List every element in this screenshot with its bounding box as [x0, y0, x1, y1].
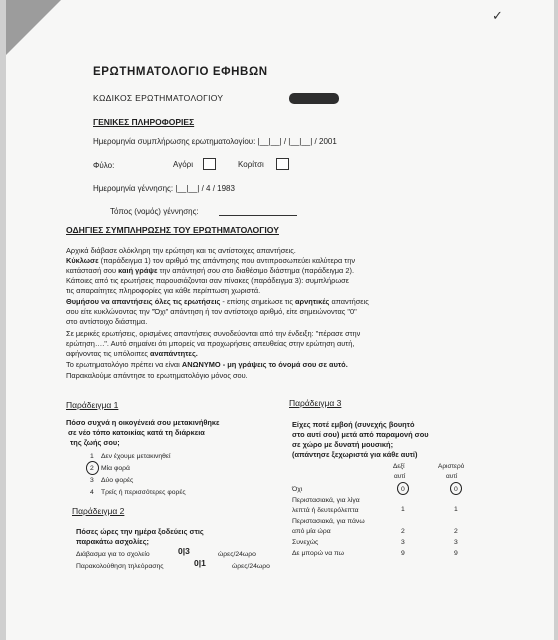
example-1-option: Δύο φορές [101, 477, 134, 484]
example-1-option: Μία φορά [101, 465, 130, 472]
right-ear-option[interactable]: 2 [401, 528, 405, 535]
anonymous-notice: ΑΝΩΝΥΜΟ - μη γράψεις το όνομά σου σε αυτό. [181, 360, 348, 369]
instructions-text: - επίσης σημείωσε τις [220, 297, 295, 306]
questionnaire-page [6, 0, 554, 640]
example-3-question-line-2: στο αυτί σου) μετά από παραμονή σου [292, 430, 429, 439]
instructions-line-7: σου είτε κυκλώνοντας την "Όχι" απάντηση ή τον αντίστοιχο αριθμό, είτε σημειώνοντας "0" [66, 307, 357, 316]
left-ear-option[interactable]: 2 [454, 528, 458, 535]
instructions-line-13: Παρακαλούμε απάντησε το ερωτηματολόγιο μόνος σου. [66, 371, 248, 380]
birth-place-input-line[interactable] [219, 215, 297, 216]
right-ear-option[interactable]: 1 [401, 506, 405, 513]
circled-answer-mark [450, 482, 462, 495]
example-3-heading: Παράδειγμα 3 [289, 398, 342, 408]
example-3-row-label: Όχι [292, 486, 303, 493]
instructions-line-9: Σε μερικές ερωτήσεις, ορισμένες απαντήσεις συνοδεύονται από την ένδειξη: "πέρασε στην [66, 329, 361, 338]
instructions-text: απαντήσεις [329, 297, 369, 306]
example-3-row-label: Περιστασιακά, για πάνω [292, 518, 365, 525]
example-2-row-unit: ώρες/24ωρο [218, 551, 256, 558]
example-2-row-value[interactable]: 0|1 [194, 558, 206, 568]
instructions-line-1: Αρχικά διάβασε ολόκληρη την ερώτηση και τις αντίστοιχες απαντήσεις. [66, 246, 296, 255]
example-1-option-number[interactable]: 3 [90, 477, 94, 484]
circled-answer-mark [86, 461, 99, 475]
right-ear-option[interactable]: 3 [401, 539, 405, 546]
instructions-text: αφήνοντας τις υπόλοιπες [66, 349, 151, 358]
example-2-question-line-2: παρακάτω ασχολίες; [76, 537, 149, 546]
instructions-text: την απάντησή σου στο διαθέσιμο διάστημα (παράδειγμα 2). [157, 266, 355, 275]
girl-checkbox[interactable] [276, 158, 289, 170]
example-3-row-label: Συνεχώς [292, 539, 319, 546]
instructions-text: Το ερωτηματολόγιο πρέπει να είναι [66, 360, 182, 369]
example-3-question-line-3: σε χώρο με δυνατή μουσική; [292, 440, 394, 449]
remember-phrase: Θυμήσου να απαντήσεις όλες τις ερωτήσεις [66, 297, 221, 306]
example-1-option: Δεν έχουμε μετακινηθεί [101, 453, 171, 460]
general-info-heading: ΓΕΝΙΚΕΣ ΠΛΗΡΟΦΟΡΙΕΣ [93, 117, 195, 127]
example-2-row-label: Διάβασμα για το σχολείο [76, 551, 150, 558]
boy-checkbox[interactable] [203, 158, 216, 170]
instructions-line-8: στο αντίστοιχο διάστημα. [66, 317, 148, 326]
example-1-question-line-2: σε νέο τόπο κατοικίας κατά τη διάρκεια [68, 428, 205, 437]
circle-word: Κύκλωσε [66, 256, 99, 265]
example-1-option-number[interactable]: 1 [90, 453, 94, 460]
sex-label: Φύλο: [93, 161, 115, 170]
instructions-text: κατάστασή σου [66, 266, 119, 275]
instructions-line-6 [66, 297, 369, 306]
instructions-line-10: ερώτηση….". Αυτό σημαίνει ότι μπορείς να προχωρήσεις απευθείας στην ερώτηση αυτή, [66, 339, 355, 348]
girl-label: Κορίτσι [238, 160, 264, 169]
left-ear-option[interactable]: 1 [454, 506, 458, 513]
right-ear-header-line-2: αυτί [394, 473, 406, 480]
left-ear-option[interactable]: 0 [454, 486, 458, 493]
check-mark: ✓ [492, 8, 503, 23]
circled-answer-mark [397, 482, 409, 495]
instructions-heading: ΟΔΗΓΙΕΣ ΣΥΜΠΛΗΡΩΣΗΣ ΤΟΥ ΕΡΩΤΗΜΑΤΟΛΟΓΙΟΥ [66, 225, 279, 235]
instructions-line-12 [66, 360, 348, 369]
right-ear-option[interactable]: 9 [401, 550, 405, 557]
boy-label: Αγόρι [173, 160, 193, 169]
example-3-question-line-4: (απάντησε ξεχωριστά για κάθε αυτί) [292, 450, 418, 459]
instructions-line-2 [66, 256, 355, 265]
left-ear-header-line-1: Αριστερό [438, 463, 465, 470]
redacted-code [289, 93, 339, 104]
instructions-text: (παράδειγμα 1) τον αριθμό της απάντησης που αντιπροσωπεύει καλύτερα την [98, 256, 356, 265]
example-1-option: Τρείς ή περισσότερες φορές [101, 489, 186, 496]
instructions-line-4: Κάποιες από τις ερωτήσεις παρουσιάζονται σαν πίνακες (παράδειγμα 3): συμπλήρωσε [66, 276, 349, 285]
example-1-question-line-1: Πόσο συχνά η οικογένειά σου μετακινήθηκε [66, 418, 220, 427]
questionnaire-title: ΕΡΩΤΗΜΑΤΟΛΟΓΙΟ ΕΦΗΒΩΝ [93, 66, 268, 78]
unanswered-word: αναπάντητες. [150, 349, 198, 358]
write-word: καιή γράψε [118, 266, 158, 275]
example-2-heading: Παράδειγμα 2 [72, 506, 125, 516]
instructions-line-5: τις απαραίτητες πληροφορίες για κάθε περίπτωση χωριστά. [66, 286, 261, 295]
example-2-row-unit: ώρες/24ωρο [232, 563, 270, 570]
folded-corner [6, 0, 61, 55]
example-1-option-number[interactable]: 4 [90, 489, 94, 496]
example-3-question-line-1: Είχες ποτέ εμβοή (συνεχής βουητό [292, 420, 415, 429]
negative-word: αρνητικές [295, 297, 330, 306]
birth-date-field[interactable]: Ημερομηνία γέννησης: |__|__| / 4 / 1983 [93, 184, 235, 193]
instructions-line-3 [66, 266, 354, 275]
example-1-option-number[interactable]: 2 [90, 465, 94, 472]
instructions-line-11 [66, 349, 198, 358]
example-1-heading: Παράδειγμα 1 [66, 400, 119, 410]
left-ear-header-line-2: αυτί [446, 473, 458, 480]
example-2-question-line-1: Πόσες ώρες την ημέρα ξοδεύεις στις [76, 527, 204, 536]
questionnaire-code-label: ΚΩΔΙΚΟΣ ΕΡΩΤΗΜΑΤΟΛΟΓΙΟΥ [93, 93, 224, 103]
example-1-question-line-3: της ζωής σου; [70, 438, 120, 447]
birth-place-label: Τόπος (νομός) γέννησης: [110, 207, 199, 216]
completion-date-field[interactable]: Ημερομηνία συμπλήρωσης ερωτηματολογίου: |__|__| / |__|__| / 2001 [93, 137, 337, 146]
example-3-row-label: λεπτά ή δευτερόλεπτα [292, 507, 359, 514]
example-2-row-label: Παρακολούθηση τηλεόρασης [76, 563, 164, 570]
left-ear-option[interactable]: 9 [454, 550, 458, 557]
example-2-row-value[interactable]: 0|3 [178, 546, 190, 556]
right-ear-header-line-1: Δεξί [393, 463, 405, 470]
right-ear-option[interactable]: 0 [401, 486, 405, 493]
example-3-row-label: Δε μπορώ να πω [292, 550, 344, 557]
example-3-row-label: από μία ώρα [292, 528, 331, 535]
left-ear-option[interactable]: 3 [454, 539, 458, 546]
example-3-row-label: Περιστασιακά, για λίγα [292, 497, 360, 504]
